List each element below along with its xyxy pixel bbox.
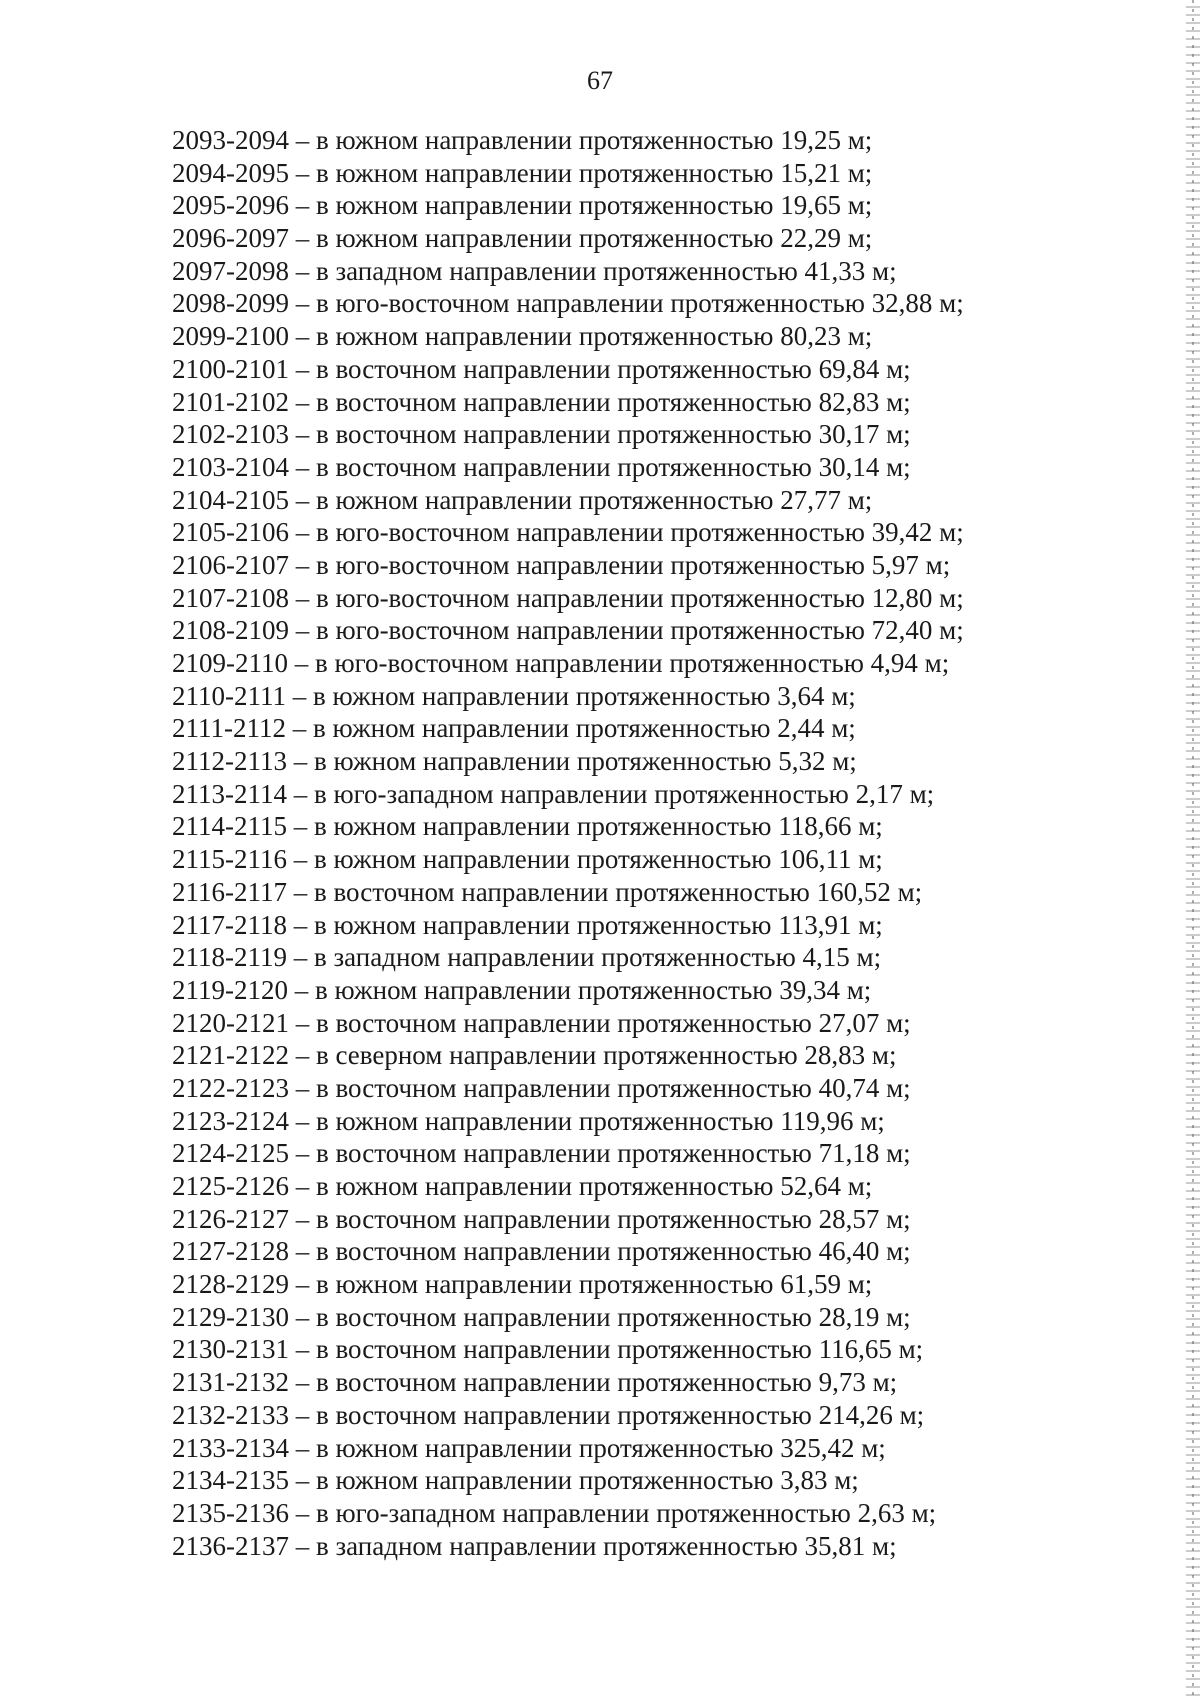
boundary-segment-line: 2106-2107 – в юго-восточном направлении протяженностью 5,97 м;: [172, 549, 951, 580]
boundary-segment-line: 2110-2111 – в южном направлении протяженностью 3,64 м;: [172, 680, 856, 711]
boundary-segment-line: 2127-2128 – в восточном направлении протяженностью 46,40 м;: [172, 1236, 911, 1267]
boundary-segment-line: 2113-2114 – в юго-западном направлении протяженностью 2,17 м;: [172, 778, 935, 809]
boundary-segment-line: 2098-2099 – в юго-восточном направлении протяженностью 32,88 м;: [172, 288, 964, 319]
page-number: 67: [587, 66, 613, 95]
boundary-segment-line: 2102-2103 – в восточном направлении протяженностью 30,17 м;: [172, 419, 911, 450]
boundary-segment-line: 2134-2135 – в южном направлении протяженностью 3,83 м;: [172, 1465, 859, 1496]
boundary-segment-line: 2095-2096 – в южном направлении протяженностью 19,65 м;: [172, 190, 873, 221]
boundary-segment-line: 2121-2122 – в северном направлении протяженностью 28,83 м;: [172, 1040, 897, 1071]
boundary-segment-line: 2131-2132 – в восточном направлении протяженностью 9,73 м;: [172, 1367, 898, 1398]
boundary-segment-line: 2107-2108 – в юго-восточном направлении протяженностью 12,80 м;: [172, 582, 964, 613]
boundary-segment-line: 2105-2106 – в юго-восточном направлении протяженностью 39,42 м;: [172, 517, 964, 548]
boundary-segment-line: 2132-2133 – в восточном направлении протяженностью 214,26 м;: [172, 1399, 925, 1430]
boundary-segment-line: 2109-2110 – в юго-восточном направлении протяженностью 4,94 м;: [172, 648, 950, 678]
scan-edge-noise-inner: [1192, 0, 1194, 1696]
boundary-segment-line: 2099-2100 – в южном направлении протяженностью 80,23 м;: [172, 321, 873, 352]
boundary-segment-line: 2112-2113 – в южном направлении протяженностью 5,32 м;: [172, 746, 857, 777]
boundary-segment-line: 2093-2094 – в южном направлении протяженностью 19,25 м;: [172, 125, 873, 155]
boundary-segment-line: 2135-2136 – в юго-западном направлении протяженностью 2,63 м;: [172, 1497, 937, 1528]
boundary-segment-line: 2125-2126 – в южном направлении протяженностью 52,64 м;: [172, 1171, 873, 1201]
boundary-segment-line: 2123-2124 – в южном направлении протяженностью 119,96 м;: [172, 1105, 885, 1136]
boundary-segment-line: 2130-2131 – в восточном направлении протяженностью 116,65 м;: [172, 1334, 924, 1365]
boundary-segment-line: 2111-2112 – в южном направлении протяженностью 2,44 м;: [172, 713, 856, 744]
boundary-segment-line: 2096-2097 – в южном направлении протяженностью 22,29 м;: [172, 223, 873, 254]
boundary-segment-line: 2129-2130 – в восточном направлении протяженностью 28,19 м;: [172, 1301, 911, 1332]
boundary-description-list: [172, 124, 1072, 1562]
boundary-segment-line: 2114-2115 – в южном направлении протяженностью 118,66 м;: [172, 811, 883, 842]
boundary-segment-line: 2120-2121 – в восточном направлении протяженностью 27,07 м;: [172, 1007, 911, 1038]
boundary-segment-line: 2117-2118 – в южном направлении протяженностью 113,91 м;: [172, 909, 883, 940]
boundary-segment-line: 2118-2119 – в западном направлении протяженностью 4,15 м;: [172, 942, 882, 973]
boundary-segment-line: 2133-2134 – в южном направлении протяженностью 325,42 м;: [172, 1432, 886, 1463]
boundary-segment-line: 2115-2116 – в южном направлении протяженностью 106,11 м;: [172, 844, 883, 875]
boundary-segment-line: 2100-2101 – в восточном направлении протяженностью 69,84 м;: [172, 353, 911, 384]
boundary-segment-line: 2136-2137 – в западном направлении протяженностью 35,81 м;: [172, 1530, 897, 1561]
boundary-segment-line: 2122-2123 – в восточном направлении протяженностью 40,74 м;: [172, 1072, 911, 1103]
boundary-segment-line: 2124-2125 – в восточном направлении протяженностью 71,18 м;: [172, 1138, 911, 1169]
boundary-segment-line: 2104-2105 – в южном направлении протяженностью 27,77 м;: [172, 484, 873, 515]
boundary-segment-line: 2108-2109 – в юго-восточном направлении протяженностью 72,40 м;: [172, 615, 964, 646]
boundary-segment-line: 2126-2127 – в восточном направлении протяженностью 28,57 м;: [172, 1203, 911, 1234]
boundary-segment-line: 2097-2098 – в западном направлении протяженностью 41,33 м;: [172, 255, 897, 286]
boundary-segment-line: 2103-2104 – в восточном направлении протяженностью 30,14 м;: [172, 451, 911, 482]
boundary-segment-line: 2094-2095 – в южном направлении протяженностью 15,21 м;: [172, 157, 873, 188]
boundary-segment-line: 2128-2129 – в южном направлении протяженностью 61,59 м;: [172, 1269, 873, 1300]
boundary-segment-line: 2101-2102 – в восточном направлении протяженностью 82,83 м;: [172, 386, 911, 417]
boundary-segment-line: 2119-2120 – в южном направлении протяженностью 39,34 м;: [172, 974, 872, 1005]
boundary-segment-line: 2116-2117 – в восточном направлении протяженностью 160,52 м;: [172, 876, 923, 907]
